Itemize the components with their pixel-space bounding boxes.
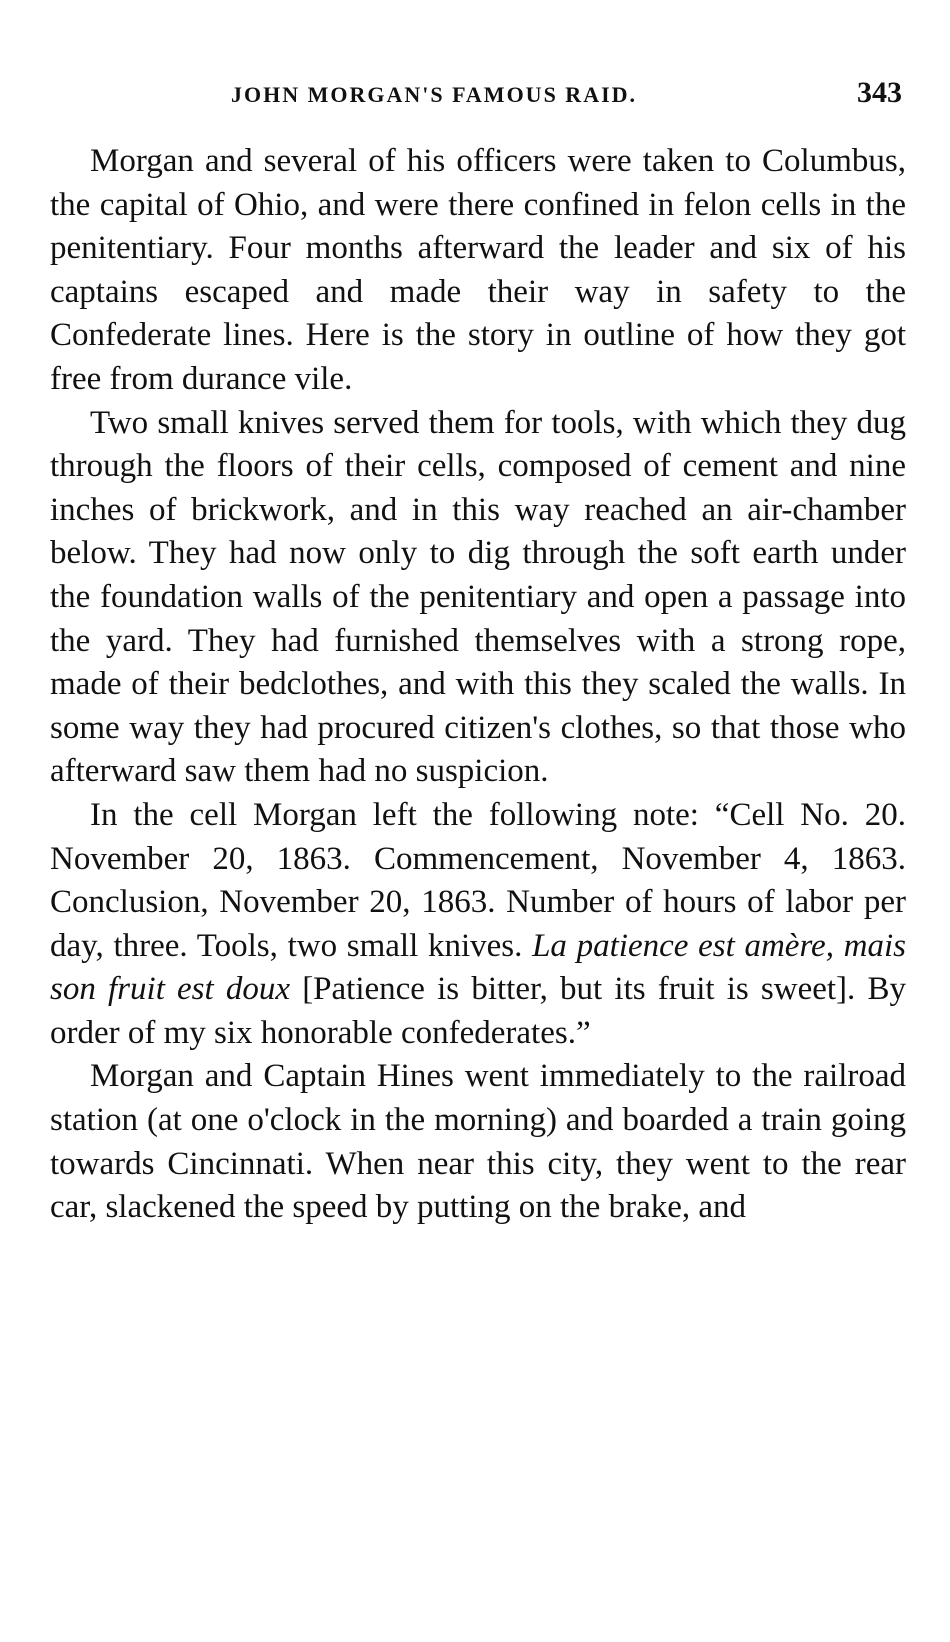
note-text-after: [Patience is bitter, but its fruit is sweet]. By order of my six honorable confederates.”	[50, 971, 906, 1051]
body-text	[50, 140, 906, 1230]
running-title: JOHN MORGAN'S FAMOUS RAID.	[231, 82, 638, 107]
paragraph-2: Two small knives served them for tools, with which they dug through the floors of their cells, composed of cement and nine inches of brickwork, and in this way reached an air-chamber below. They had now only to dig through the soft earth under the foundation walls of the penitentiary and open a passage into the yard. They had furnished themselves with a strong rope, made of their bedclothes, and with this they scaled the walls. In some way they had procured citizen's clothes, so that those who afterward saw them had no suspicion.	[50, 404, 906, 790]
running-header	[50, 70, 906, 120]
latin-quote: La patience est amère, mais son fruit est doux	[50, 927, 906, 1008]
page-number: 343	[857, 76, 902, 109]
note-text-before: In the cell Morgan left the following note: “Cell No. 20. November 20, 1863. Commencement, November 4, 1863. Conclusion, November 20, 1863. Number of hours of labor per day, three. Tools, two small knives.	[50, 796, 906, 964]
paragraph-3	[50, 794, 906, 1056]
paragraph-4: Morgan and Captain Hines went immediately to the railroad station (at one o'clock in the morning) and boarded a train going towards Cincinnati. When near this city, they went to the rear car, slackened the speed by putting on the brake, and	[50, 1058, 906, 1226]
book-page	[50, 70, 906, 1230]
paragraph-1: Morgan and several of his officers were taken to Columbus, the capital of Ohio, and were there confined in felon cells in the penitentiary. Four months afterward the leader and six of his captains escaped and made their way in safety to the Confederate lines. Here is the story in outline of how they got free from durance vile.	[50, 143, 906, 397]
